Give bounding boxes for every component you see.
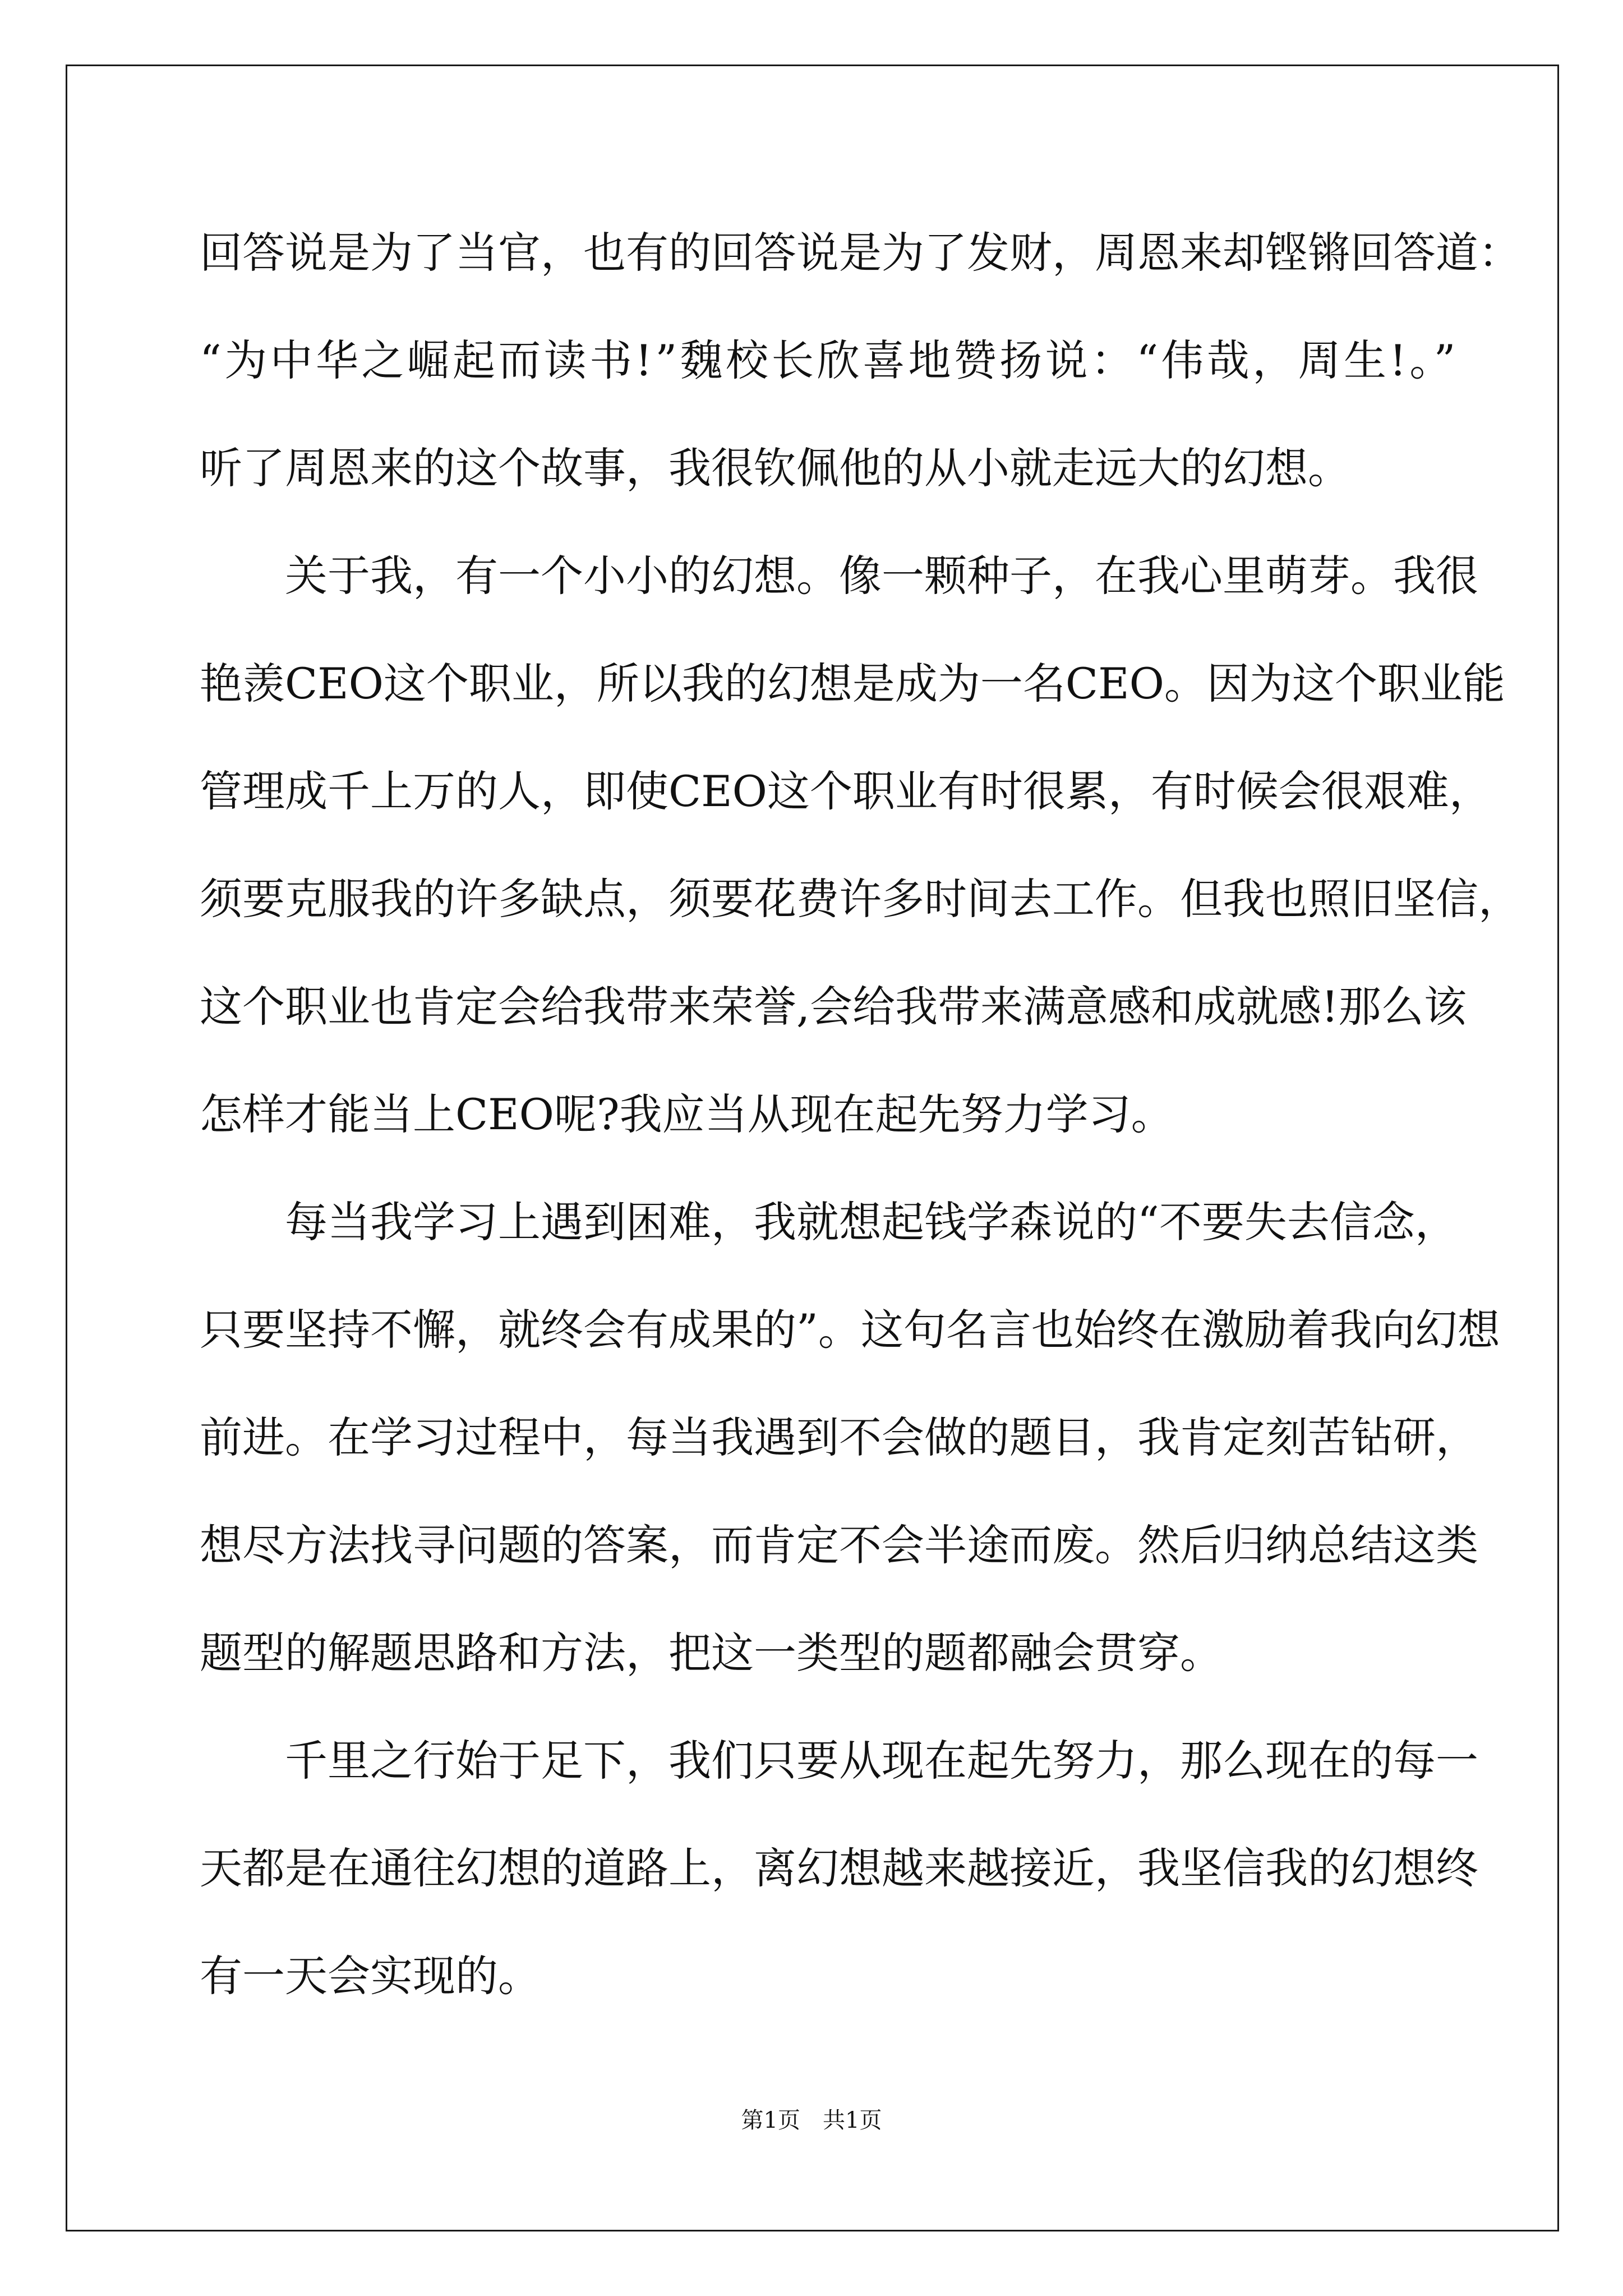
text-line: 想尽方法找寻问题的答案，而肯定不会半途而废。然后归纳总结这类 (200, 1520, 1478, 1570)
text-line: 怎样才能当上CEO呢?我应当从现在起先努力学习。 (200, 1089, 1174, 1139)
text-line: 前进。在学习过程中，每当我遇到不会做的题目，我肯定刻苦钻研， (200, 1412, 1478, 1462)
text-line: 有一天会实现的。 (200, 1951, 541, 2001)
text-line: 回答说是为了当官，也有的回答说是为了发财，周恩来却铿锵回答道： (200, 228, 1521, 278)
text-line: 只要坚持不懈，就终会有成果的”。这句名言也始终在激励着我向幻想 (200, 1305, 1500, 1355)
text-line: 天都是在通往幻想的道路上，离幻想越来越接近，我坚信我的幻想终 (200, 1843, 1478, 1893)
text-line: 须要克服我的许多缺点，须要花费许多时间去工作。但我也照旧坚信， (200, 874, 1521, 924)
text-line: 艳羡CEO这个职业，所以我的幻想是成为一名CEO。因为这个职业能 (200, 659, 1505, 708)
text-line: 听了周恩来的这个故事，我很钦佩他的从小就走远大的幻想。 (200, 443, 1350, 493)
paragraph-start-line: 每当我学习上遇到困难，我就想起钱学森说的“不要失去信念， (285, 1197, 1458, 1247)
text-line: 题型的解题思路和方法，把这一类型的题都融会贯穿。 (200, 1628, 1223, 1678)
paragraph-start-line: 千里之行始于足下，我们只要从现在起先努力，那么现在的每一 (285, 1736, 1478, 1786)
text-line: 管理成千上万的人，即使CEO这个职业有时很累，有时候会很艰难， (200, 766, 1492, 816)
paragraph-start-line: 关于我，有一个小小的幻想。像一颗种子，在我心里萌芽。我很 (285, 551, 1478, 601)
document-body (200, 199, 1521, 2030)
page-number-footer: 第1页 共1页 (741, 2108, 882, 2133)
text-line: “为中华之崛起而读书!”魏校长欣喜地赞扬说：“伟哉，周生!。” (200, 335, 1459, 385)
text-line: 这个职业也肯定会给我带来荣誉,会给我带来满意感和成就感!那么该 (200, 982, 1467, 1032)
